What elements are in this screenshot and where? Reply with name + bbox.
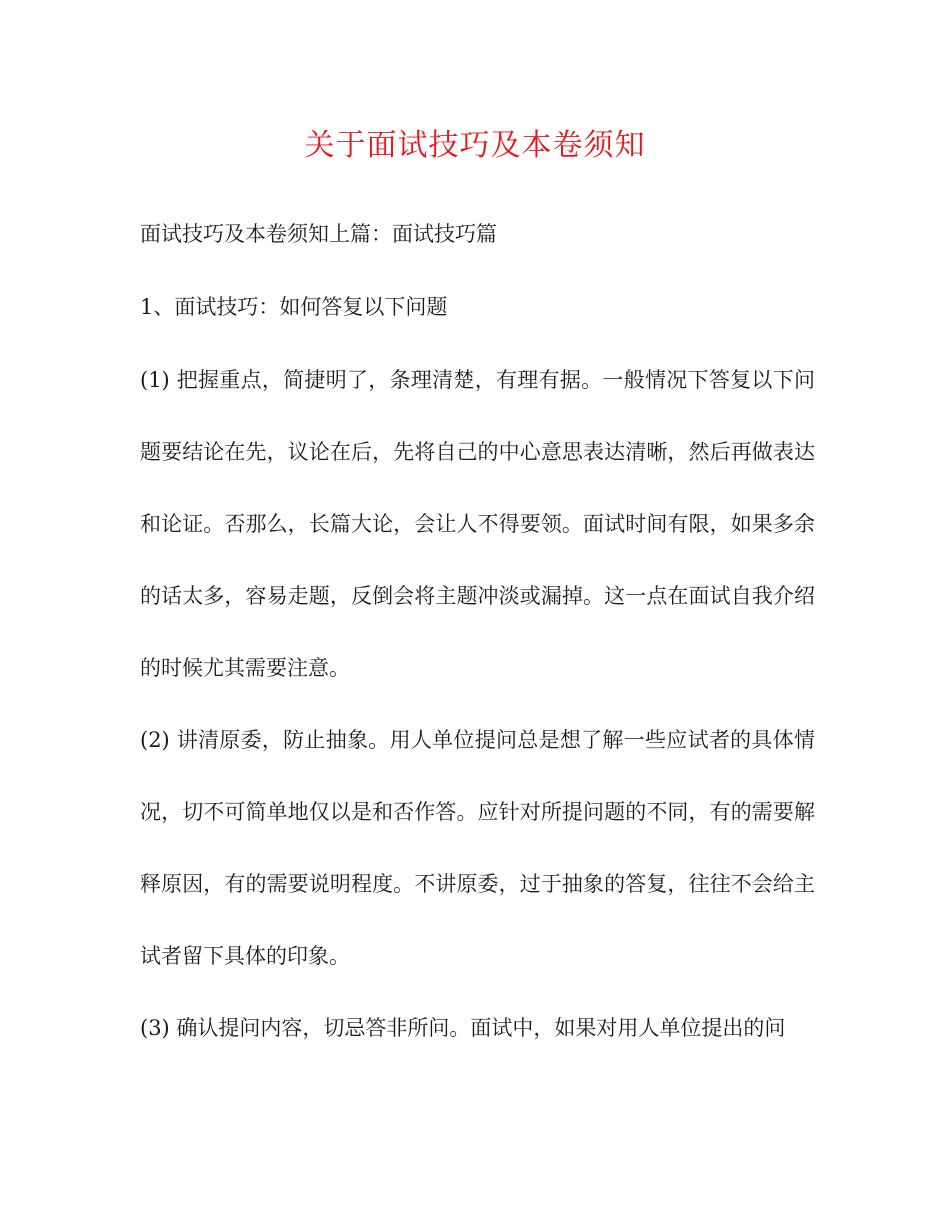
subtitle-line: 面试技巧及本卷须知上篇：面试技巧篇 [140,222,497,246]
document-title: 关于面试技巧及本卷须知 [304,128,646,163]
paragraph-3: (3) 确认提问内容，切忌答非所问。面试中，如果对用人单位提出的问 [140,1016,786,1040]
section-heading: 1、面试技巧：如何答复以下问题 [140,295,448,319]
paragraph-2: (2) 讲清原委，防止抽象。用人单位提问总是想了解一些应试者的具体情况，切不可简单地仅以是和否作答。应针对所提问题的不同，有的需要解释原因，有的需要说明程度。不讲原委，过于抽象的答复，往往不会给主试者留下具体的印象。 [140,728,815,968]
paragraph-1: (1) 把握重点，简捷明了，条理清楚，有理有据。一般情况下答复以下问题要结论在先，议论在后，先将自己的中心意思表达清晰，然后再做表达和论证。否那么，长篇大论，会让人不得要领。面试时间有限，如果多余的话太多，容易走题，反倒会将主题冲淡或漏掉。这一点在面试自我介绍的时候尤其需要注意。 [140,368,815,680]
